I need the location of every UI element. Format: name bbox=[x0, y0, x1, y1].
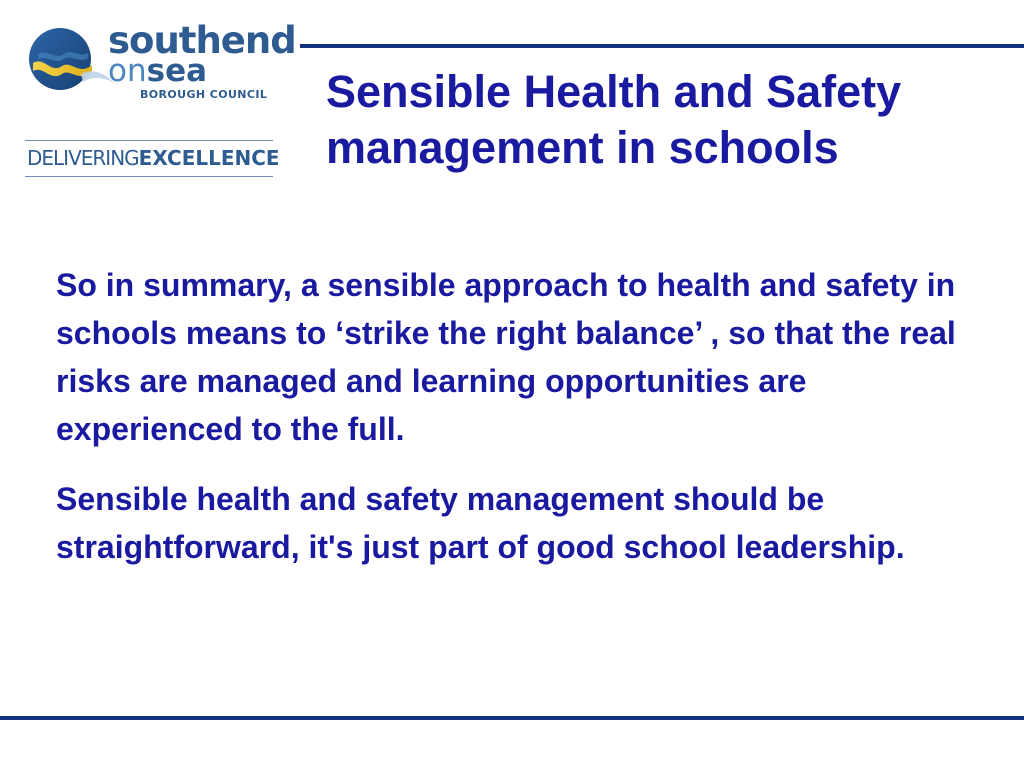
brand-name-sea: sea bbox=[146, 53, 208, 89]
brand-name-on: on bbox=[108, 53, 147, 89]
slide-title-line-1: Sensible Health and Safety bbox=[326, 66, 902, 117]
slide-body bbox=[56, 261, 996, 571]
southend-logo-icon bbox=[20, 18, 116, 106]
footer-rule bbox=[0, 716, 1024, 720]
brand-name-line-2 bbox=[108, 53, 208, 89]
brand-subtitle: BOROUGH COUNCIL bbox=[140, 88, 268, 101]
brand-tagline-light: DELIVERING bbox=[27, 146, 139, 170]
brand-tagline-bold: EXCELLENCE bbox=[138, 146, 280, 170]
summary-paragraph: So in summary, a sensible approach to health and safety in schools means to ‘strike the right balance’ , so that the real risks are managed and learning opportunities are experienced to the full. bbox=[56, 267, 956, 447]
leadership-paragraph: Sensible health and safety management should be straightforward, it's just part of good school leadership. bbox=[56, 481, 905, 565]
slide-title-line-2: management in schools bbox=[326, 122, 839, 173]
brand-divider-top bbox=[25, 140, 273, 141]
brand-name-line-1: southend bbox=[108, 19, 296, 62]
brand-tagline bbox=[27, 146, 280, 170]
slide-title bbox=[326, 64, 1006, 176]
brand-panel bbox=[0, 0, 298, 198]
header-rule bbox=[300, 44, 1024, 48]
brand-divider-bottom bbox=[25, 176, 273, 177]
